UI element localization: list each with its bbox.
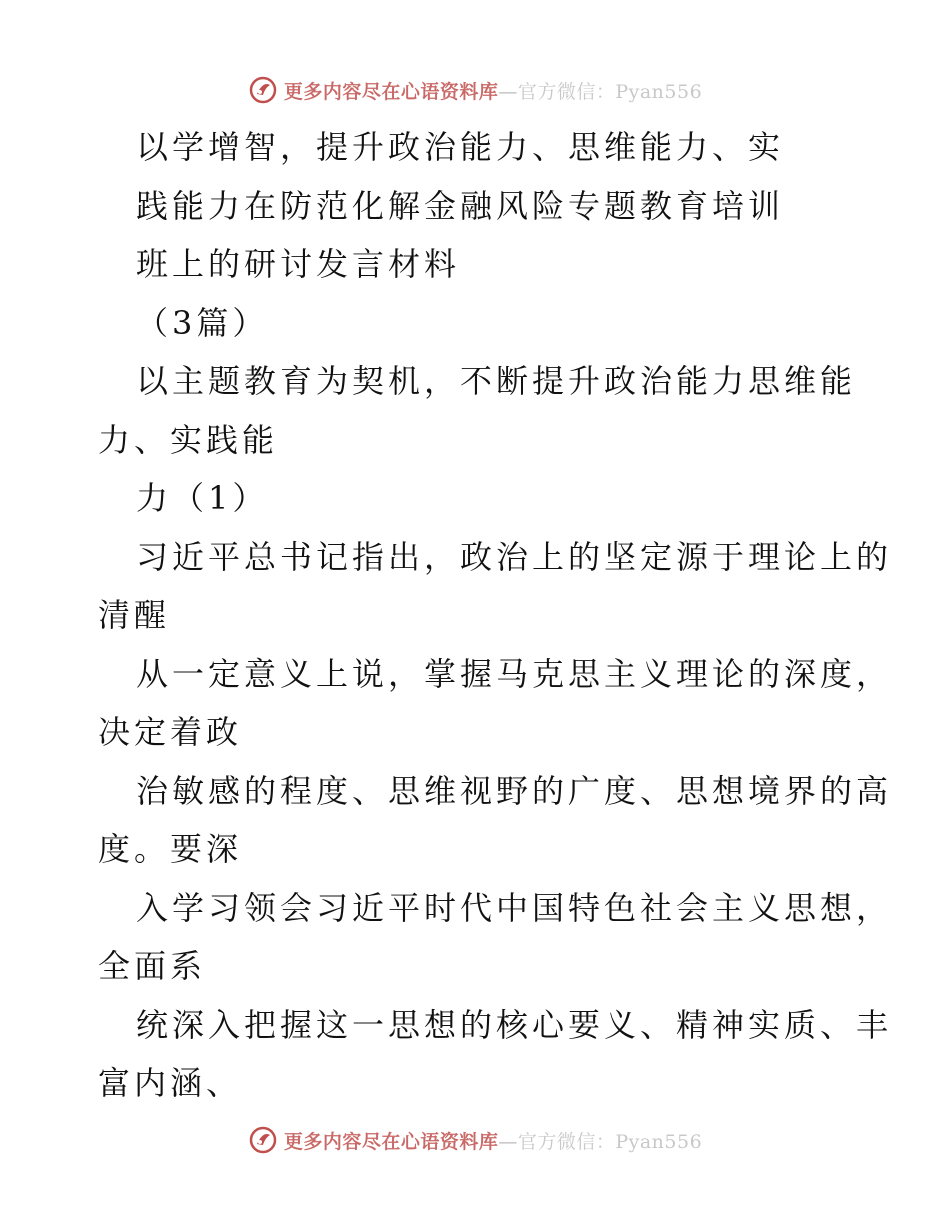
body-line: 富内涵、	[98, 1064, 243, 1102]
banner-brand-text: 更多内容尽在心语资料库	[283, 80, 499, 103]
banner-separator: —	[498, 80, 518, 103]
body-line: （3篇）	[136, 303, 269, 342]
body-line: 力（1）	[136, 479, 269, 517]
body-line: 从一定意义上说，掌握马克思主义理论的深度，	[136, 654, 893, 693]
body-line: 决定着政	[98, 713, 243, 751]
body-line: 统深入把握这一思想的核心要义、精神实质、丰	[136, 1005, 893, 1044]
banner-text	[284, 1127, 702, 1154]
body-line: 全面系	[98, 947, 207, 985]
body-line: 以学增智，提升政治能力、思维能力、实	[136, 128, 785, 166]
body-line: 治敏感的程度、思维视野的广度、思想境界的高	[136, 771, 893, 810]
body-line: 清醒	[98, 596, 171, 634]
banner-brand-text: 更多内容尽在心语资料库	[283, 1130, 499, 1153]
banner-text	[284, 77, 702, 104]
footer-banner	[0, 1120, 950, 1160]
body-line: 习近平总书记指出，政治上的坚定源于理论上的	[136, 537, 893, 576]
brand-logo-icon	[248, 1125, 278, 1155]
brand-logo-icon	[248, 75, 278, 105]
body-line: 入学习领会习近平时代中国特色社会主义思想，	[136, 888, 893, 927]
body-line: 以主题教育为契机，不断提升政治能力思维能	[136, 362, 857, 400]
banner-wechat-text: 官方微信：Pyan556	[517, 80, 703, 103]
body-line: 力、实践能	[98, 420, 279, 459]
body-line: 度。要深	[98, 830, 243, 868]
body-line: 践能力在防范化解金融风险专题教育培训	[136, 186, 785, 225]
body-line: 班上的研讨发言材料	[136, 245, 461, 283]
banner-wechat-text: 官方微信：Pyan556	[517, 1130, 703, 1153]
banner-separator: —	[498, 1130, 518, 1153]
document-body	[98, 118, 893, 1113]
header-banner	[0, 70, 950, 110]
